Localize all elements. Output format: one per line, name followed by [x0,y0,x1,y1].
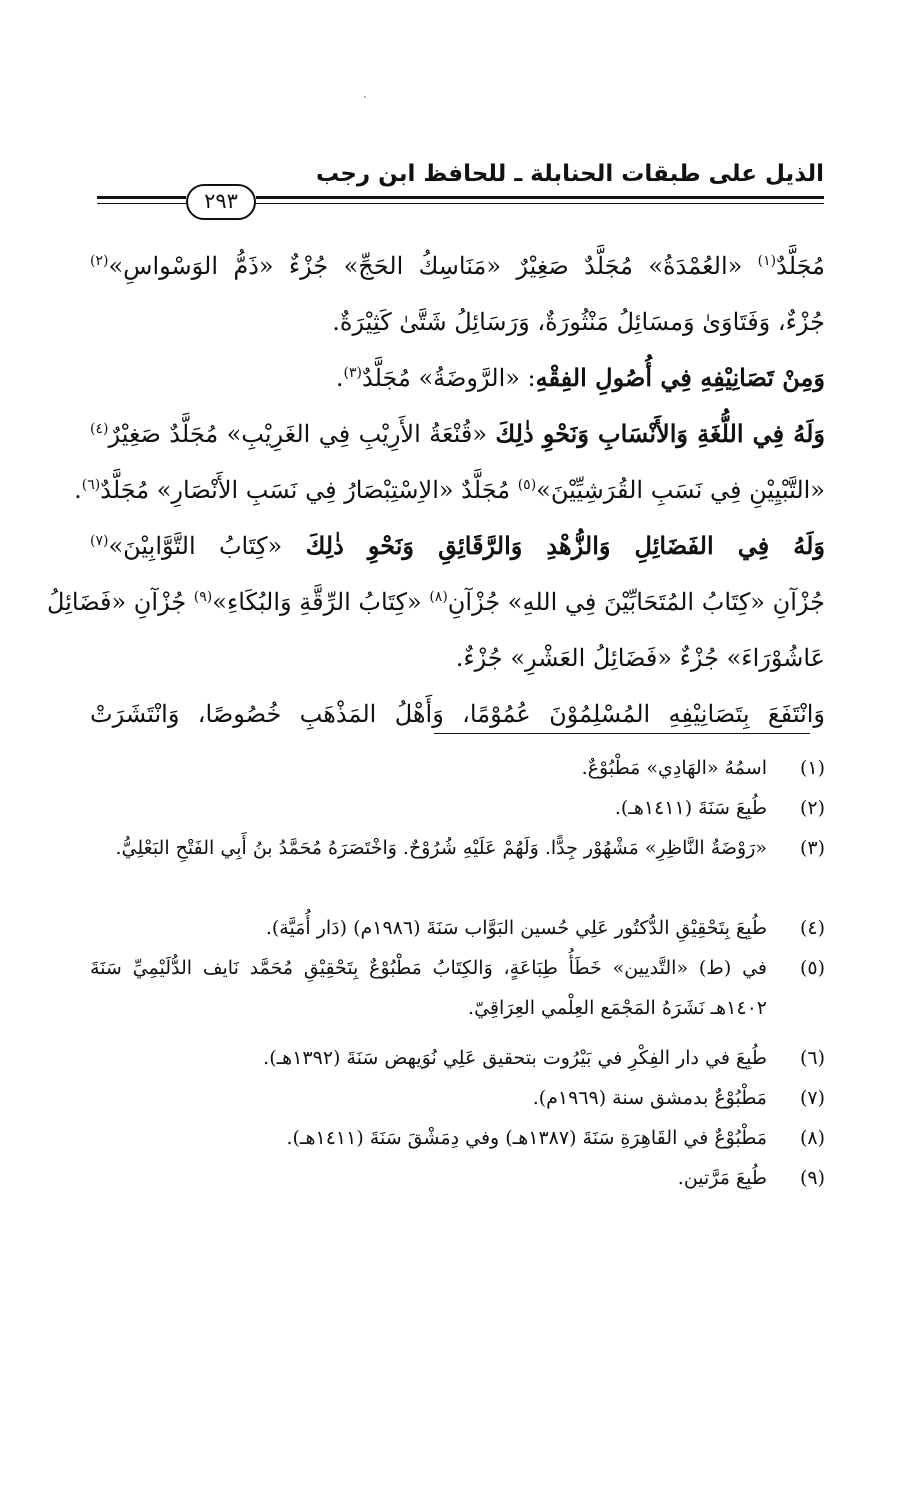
footnote [90,1038,825,1078]
header-rule-left-thin [97,203,186,204]
footnote-text: «رَوْضَةُ النَّاظِرِ» مَشْهُوْر جِدًّا. وَلَهُمْ عَلَيْهِ شُرُوْحٌ. وَاخْتَصَرَهُ مُحَمَّدُ بنُ أَبِي الفَتْحِ البَعْلِيُّ. [115,837,767,859]
text-line [90,406,825,462]
text-segment: «كِتَابُ الرِّقَّةِ وَالبُكَاءِ» [212,588,430,616]
text-segment: وَانْتَفَعَ بِتَصَانِيْفِهِ المُسْلِمُوْنَ عُمُوْمًا، وَأَهْلُ المَذْهَبِ خُصُوصًا، وَانْتَشَرَتْ [90,700,825,728]
footnote-marker[interactable]: (١) [757,253,777,269]
footnote [90,748,825,788]
footnote-number: (٨) [799,1127,825,1149]
footnote-marker[interactable]: (٢) [90,253,109,269]
footnote-text: طُبِعَ مَرَّتين. [677,1167,767,1189]
text-segment: وَمِنْ تَصَانِيْفِهِ فِي أُصُولِ الفِقْهِ [535,363,825,392]
text-segment: وَلَهُ فِي الفَضَائِلِ وَالزُّهْدِ وَالرَّقَائِقِ وَنَحْوِ ذٰلِكَ [305,531,825,560]
text-segment: : «الرَّوضَةُ» مُجَلَّدٌ [361,364,536,392]
text-segment: . [335,364,344,392]
footnote [90,908,825,948]
text-line [90,518,825,574]
text-segment: وَلَهُ فِي اللُّغَةِ وَالأَنْسَابِ وَنَحْوِ ذٰلِكَ [495,419,825,448]
footnote-number: (٧) [799,1087,825,1109]
footnote-text: مَطْبُوْعٌ في القَاهِرَةِ سَنَةَ (١٣٨٧هـ) وفي دِمَشْقَ سَنَةَ (١٤١١هـ). [286,1127,767,1149]
footnote [90,828,825,868]
footnote [90,788,825,828]
text-segment: مُجَلَّدٌ «الاِسْتِبْصَارُ فِي نَسَبِ الأَنْصَارِ» مُجَلَّدٌ [100,476,518,504]
footnote-text: طُبِعَ في دار الفِكْرِ في بَيْرُوت بتحقيق عَلِي نُوَيهض سَنَةَ (١٣٩٢هـ). [263,1047,767,1069]
text-line [74,462,825,518]
text-line [47,574,825,630]
footnote-marker[interactable]: (٧) [90,533,109,549]
footnote-text: طُبِعَ سَنَةَ (١٤١١هـ). [614,797,767,819]
footnote-text: طُبِعَ بِتَحْقِيْقِ الدُّكتُور عَلِي حُسين البَوَّاب سَنَةَ (١٩٨٦م) (دَار أُمَيَّة). [265,917,767,939]
text-segment: عَاشُوْرَاءَ» جُزْءٌ «فَضَائِلُ العَشْرِ» جُزْءٌ. [455,644,825,672]
footnote [90,1158,825,1198]
text-line [90,294,825,350]
text-segment: . [74,476,82,504]
footnote [90,948,825,1028]
footnote-number: (٤) [799,917,825,939]
text-line [90,630,825,686]
footnote-number: (٦) [799,1047,825,1069]
footnote-number: (٣) [799,837,825,859]
footnote-text: مَطْبُوْعٌ بدمشق سنة (١٩٦٩م). [532,1087,767,1109]
page-number: ٢٩٣ [186,184,256,220]
footnote-number: (١) [799,757,825,779]
text-segment: جُزْءٌ، وَفَتَاوَىٰ وَمسَائِلُ مَنْثُورَةٌ، وَرَسَائِلُ شَتَّىٰ كَثِيْرَةٌ. [332,308,825,336]
header-rule-left [97,196,186,199]
scan-speck [364,96,366,98]
footnote [90,1118,825,1158]
footnote-marker[interactable]: (٦) [81,477,101,493]
text-segment: «كِتَابُ التَّوَّابِيْنَ» [108,532,306,560]
text-line [90,350,825,406]
text-segment: «العُمْدَةُ» مُجَلَّدٌ صَغِيْرٌ «مَنَاسِكُ الحَجِّ» جُزْءٌ «ذَمُّ الوَسْواسِ» [108,252,758,280]
text-segment: جُزْآنِ «كِتَابُ المُتَحَابِّيْنَ فِي اللهِ» جُزْآنِ [447,588,825,616]
footnote-number: (٢) [799,797,825,819]
footnote-marker[interactable]: (٤) [90,421,109,437]
footnote-separator [434,733,810,734]
running-title: الذيل على طبقات الحنابلة ـ للحافظ ابن رجب [315,161,824,187]
main-text [47,238,825,742]
text-segment: «قُنْعَةُ الأَرِيْبِ فِي الغَرِيْبِ» مُجَلَّدٌ صَغِيْرٌ [108,420,496,448]
footnote [90,1078,825,1118]
footnote-text: اسمُهُ «الهَادِي» مَطْبُوْعٌ. [581,757,767,779]
footnote-number: (٩) [799,1167,825,1189]
footnote-marker[interactable]: (٩) [193,589,213,605]
text-segment: جُزْآنِ «فَضَائِلُ [47,588,194,616]
footnote-text: في (ط) «التَّديين» خَطَأُ طِبَاعَةٍ، وَالكِتَابُ مَطْبُوْعٌ بِتَحْقِيْقِ مُحَمَّد نَايف الدُّلَيْمِيِّ سَنَةَ ١٤٠٢هـ نَشَرَهُ المَجْمَع العِلْمي العِرَاقِيّ. [90,957,767,1019]
footnote-marker[interactable]: (٥) [517,477,537,493]
footnote-number: (٥) [799,957,825,979]
header-rule-right-thin [256,203,824,204]
footnote-marker[interactable]: (٨) [429,589,448,605]
footnote-marker[interactable]: (٣) [343,365,362,381]
text-segment: مُجَلَّدٌ [776,252,825,280]
header-rule-right [256,196,824,199]
text-segment: «التَّبْيِيْنِ فِي نَسَبِ القُرَشِيِّيْنَ» [536,476,825,504]
text-line [90,238,825,294]
